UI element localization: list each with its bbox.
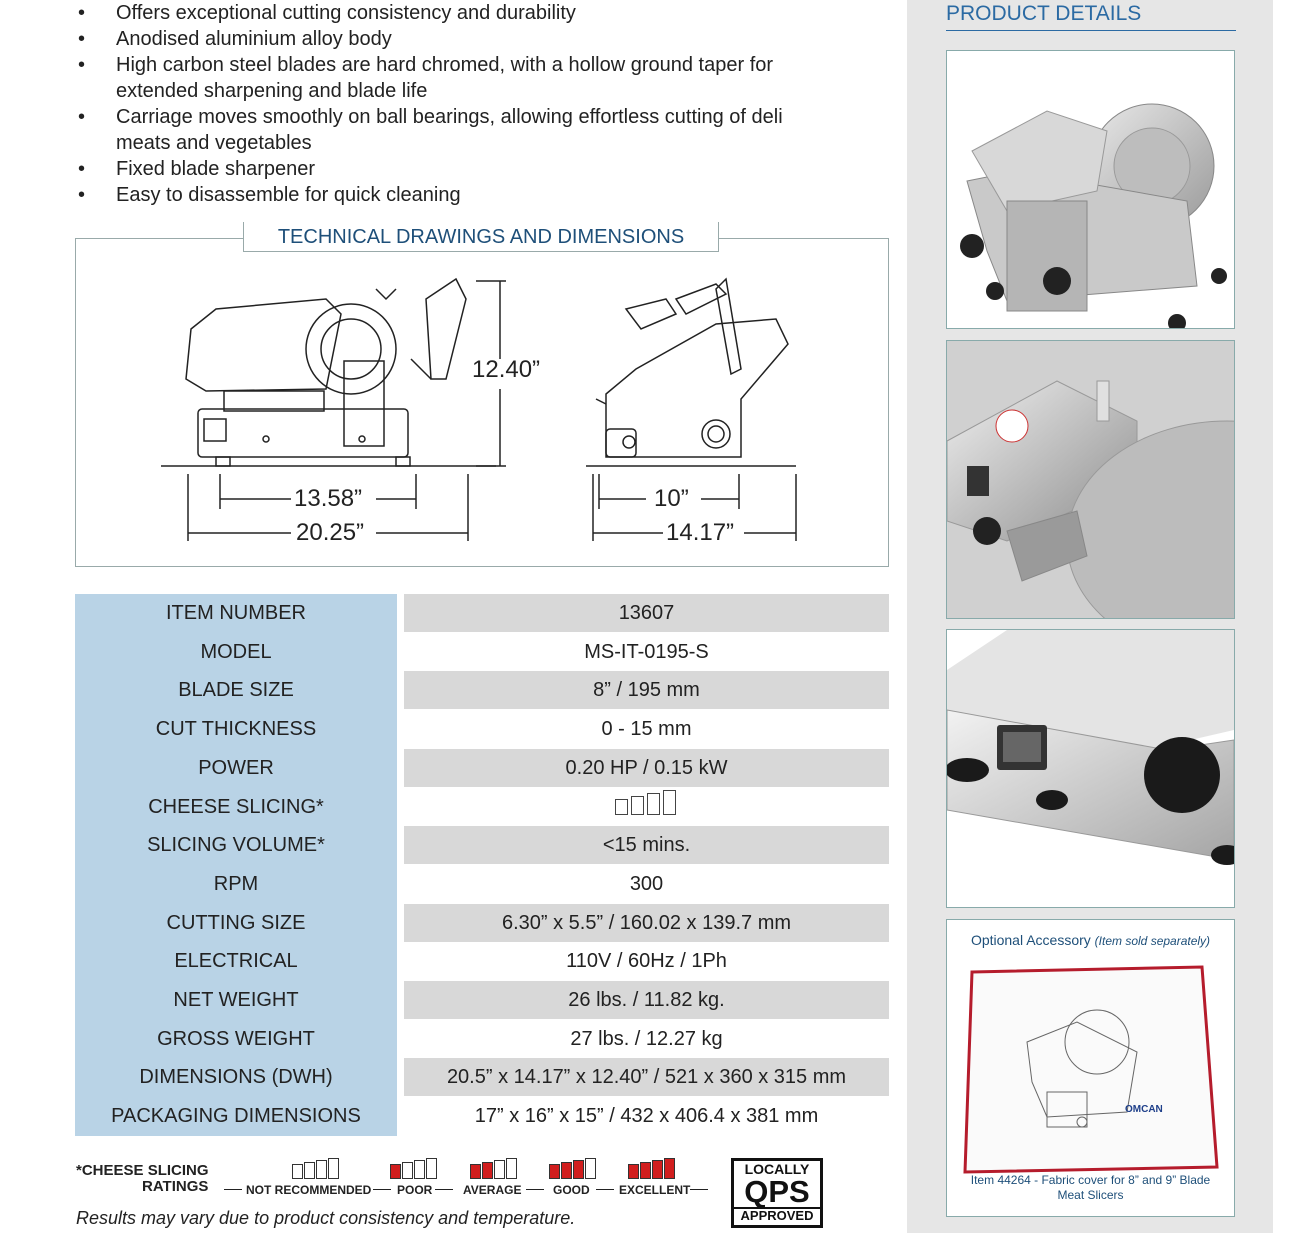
- feature-list: [76, 0, 876, 208]
- rating-box: [402, 1162, 413, 1179]
- spec-value: 8” / 195 mm: [404, 671, 889, 709]
- spec-value: 6.30” x 5.5” / 160.02 x 139.7 mm: [404, 904, 889, 942]
- rating-box: [585, 1158, 596, 1179]
- spec-label: BLADE SIZE: [178, 679, 294, 702]
- qps-approved-badge: LOCALLY QPS APPROVED: [731, 1158, 823, 1228]
- spec-row: [75, 671, 889, 709]
- rating-box: [304, 1162, 315, 1179]
- feature-item: • Carriage moves smoothly on ball bearings, allowing effortless cutting of deli meats and vegetables: [78, 106, 783, 154]
- fabric-cover-illustration: [947, 962, 1234, 1182]
- dimension-side-outer: 14.17”: [666, 519, 735, 546]
- accessory-note: (Item sold separately): [1094, 934, 1211, 948]
- spec-label: POWER: [198, 756, 274, 779]
- accessory-heading: Optional Accessory: [970, 932, 1091, 948]
- accessory-caption: Item 44264 - Fabric cover for 8” and 9” Blade Meat Slicers: [970, 1173, 1211, 1202]
- spec-row: [75, 633, 889, 671]
- rating-box: [426, 1158, 437, 1179]
- spec-value: MS-IT-0195-S: [584, 640, 709, 663]
- spec-value: <15 mins.: [404, 826, 889, 864]
- rating-label: AVERAGE: [463, 1183, 522, 1197]
- spec-label: CUTTING SIZE: [166, 911, 306, 934]
- spec-row: [75, 826, 889, 864]
- rating-label: EXCELLENT: [619, 1183, 691, 1197]
- rating-label: POOR: [397, 1183, 433, 1197]
- spec-value: 27 lbs. / 12.27 kg: [570, 1027, 723, 1050]
- feature-item: • High carbon steel blades are hard chromed, with a hollow ground taper for extended sharpening and blade life: [78, 54, 774, 102]
- rating-label: GOOD: [553, 1183, 590, 1197]
- rating-label: NOT RECOMMENDED: [246, 1183, 372, 1197]
- spec-value: 0.20 HP / 0.15 kW: [404, 749, 889, 787]
- spec-label: MODEL: [200, 640, 272, 663]
- feature-item: • Fixed blade sharpener: [78, 158, 316, 180]
- spec-value: 17” x 16” x 15” / 432 x 406.4 x 381 mm: [474, 1105, 819, 1128]
- spec-row: [75, 865, 889, 903]
- spec-label: CHEESE SLICING*: [148, 795, 324, 818]
- spec-row: [75, 981, 889, 1019]
- rating-box: [628, 1164, 639, 1179]
- switch-photo-illustration: [947, 630, 1234, 907]
- feature-item: • Easy to disassemble for quick cleaning: [78, 184, 461, 206]
- spec-value: 110V / 60Hz / 1Ph: [566, 950, 727, 973]
- rating-level-boxes: [628, 1158, 676, 1179]
- spec-row: [75, 1020, 889, 1058]
- optional-accessory-panel: [946, 919, 1235, 1217]
- spec-label: RPM: [213, 872, 259, 895]
- slicer-line-drawing: [76, 239, 888, 566]
- legend-connector: [373, 1189, 391, 1190]
- spec-row: [75, 904, 889, 942]
- rating-bar: [663, 790, 676, 815]
- spec-row: [75, 710, 889, 748]
- rating-box: [494, 1160, 505, 1179]
- rating-bar: [615, 799, 628, 815]
- slicer-photo-illustration: [947, 51, 1234, 328]
- spec-label: CUT THICKNESS: [155, 718, 317, 741]
- dimension-front-outer: 20.25”: [296, 519, 365, 546]
- legend-connector: [224, 1189, 242, 1190]
- spec-label: NET WEIGHT: [173, 989, 299, 1011]
- rating-box: [328, 1158, 339, 1179]
- feature-item: • Anodised aluminium alloy body: [78, 28, 392, 50]
- drawings-title: TECHNICAL DRAWINGS AND DIMENSIONS: [243, 222, 719, 252]
- dimension-height: 12.40”: [472, 356, 541, 383]
- dimension-side-inner: 10”: [654, 485, 689, 512]
- rating-box: [664, 1158, 675, 1179]
- spec-value: 26 lbs. / 11.82 kg.: [404, 981, 889, 1019]
- rating-box: [316, 1160, 327, 1179]
- title-underline: [946, 30, 1236, 31]
- rating-bar: [631, 796, 644, 815]
- technical-drawing-panel: [75, 238, 889, 567]
- legend-connector: [596, 1189, 614, 1190]
- product-photo-full: [946, 50, 1235, 329]
- rating-box: [414, 1160, 425, 1179]
- spec-row: [75, 749, 889, 787]
- spec-value: 0 - 15 mm: [601, 718, 692, 741]
- rating-box: [292, 1164, 303, 1179]
- rating-level-boxes: [390, 1158, 438, 1179]
- spec-label: GROSS WEIGHT: [157, 1027, 315, 1050]
- rating-bar: [647, 793, 660, 815]
- rating-level-boxes: [470, 1158, 518, 1179]
- feature-item: • Offers exceptional cutting consistency and durability: [78, 2, 576, 24]
- rating-legend-title: *CHEESE SLICING RATINGS: [76, 1162, 209, 1195]
- spec-value: 300: [629, 872, 664, 895]
- brand-logo-text: OMCAN: [1125, 1104, 1163, 1115]
- dimension-front-inner: 13.58”: [294, 485, 363, 512]
- rating-box: [652, 1160, 663, 1179]
- spec-label: PACKAGING DIMENSIONS: [111, 1105, 361, 1128]
- rating-level-boxes: [549, 1158, 597, 1179]
- spec-label: DIMENSIONS (DWH): [139, 1066, 333, 1089]
- spec-row: [75, 594, 889, 632]
- sharpener-photo-illustration: [947, 341, 1234, 618]
- spec-label: SLICING VOLUME*: [147, 834, 325, 857]
- legend-connector: [690, 1189, 708, 1190]
- spec-row: [75, 788, 889, 826]
- spec-value: 13607: [404, 594, 889, 632]
- product-details-title: PRODUCT DETAILS: [946, 2, 1142, 25]
- rating-level-boxes: [292, 1158, 340, 1179]
- rating-box: [561, 1162, 572, 1179]
- rating-box: [573, 1160, 584, 1179]
- spec-label: ITEM NUMBER: [166, 602, 306, 624]
- legend-connector: [526, 1189, 544, 1190]
- rating-box: [640, 1162, 651, 1179]
- product-photo-sharpener: [946, 340, 1235, 619]
- spec-row: [75, 1097, 889, 1135]
- legend-connector: [435, 1189, 453, 1190]
- cheese-rating-icon: [404, 788, 889, 826]
- spec-label: ELECTRICAL: [174, 950, 298, 973]
- product-photo-switch: [946, 629, 1235, 908]
- results-note: Results may vary due to product consistency and temperature.: [76, 1208, 576, 1228]
- spec-row: [75, 1058, 889, 1096]
- rating-box: [470, 1164, 481, 1179]
- spec-row: [75, 942, 889, 980]
- rating-box: [549, 1164, 560, 1179]
- rating-box: [482, 1162, 493, 1179]
- spec-value: 20.5” x 14.17” x 12.40” / 521 x 360 x 315 mm: [404, 1058, 889, 1096]
- rating-box: [506, 1158, 517, 1179]
- rating-box: [390, 1164, 401, 1179]
